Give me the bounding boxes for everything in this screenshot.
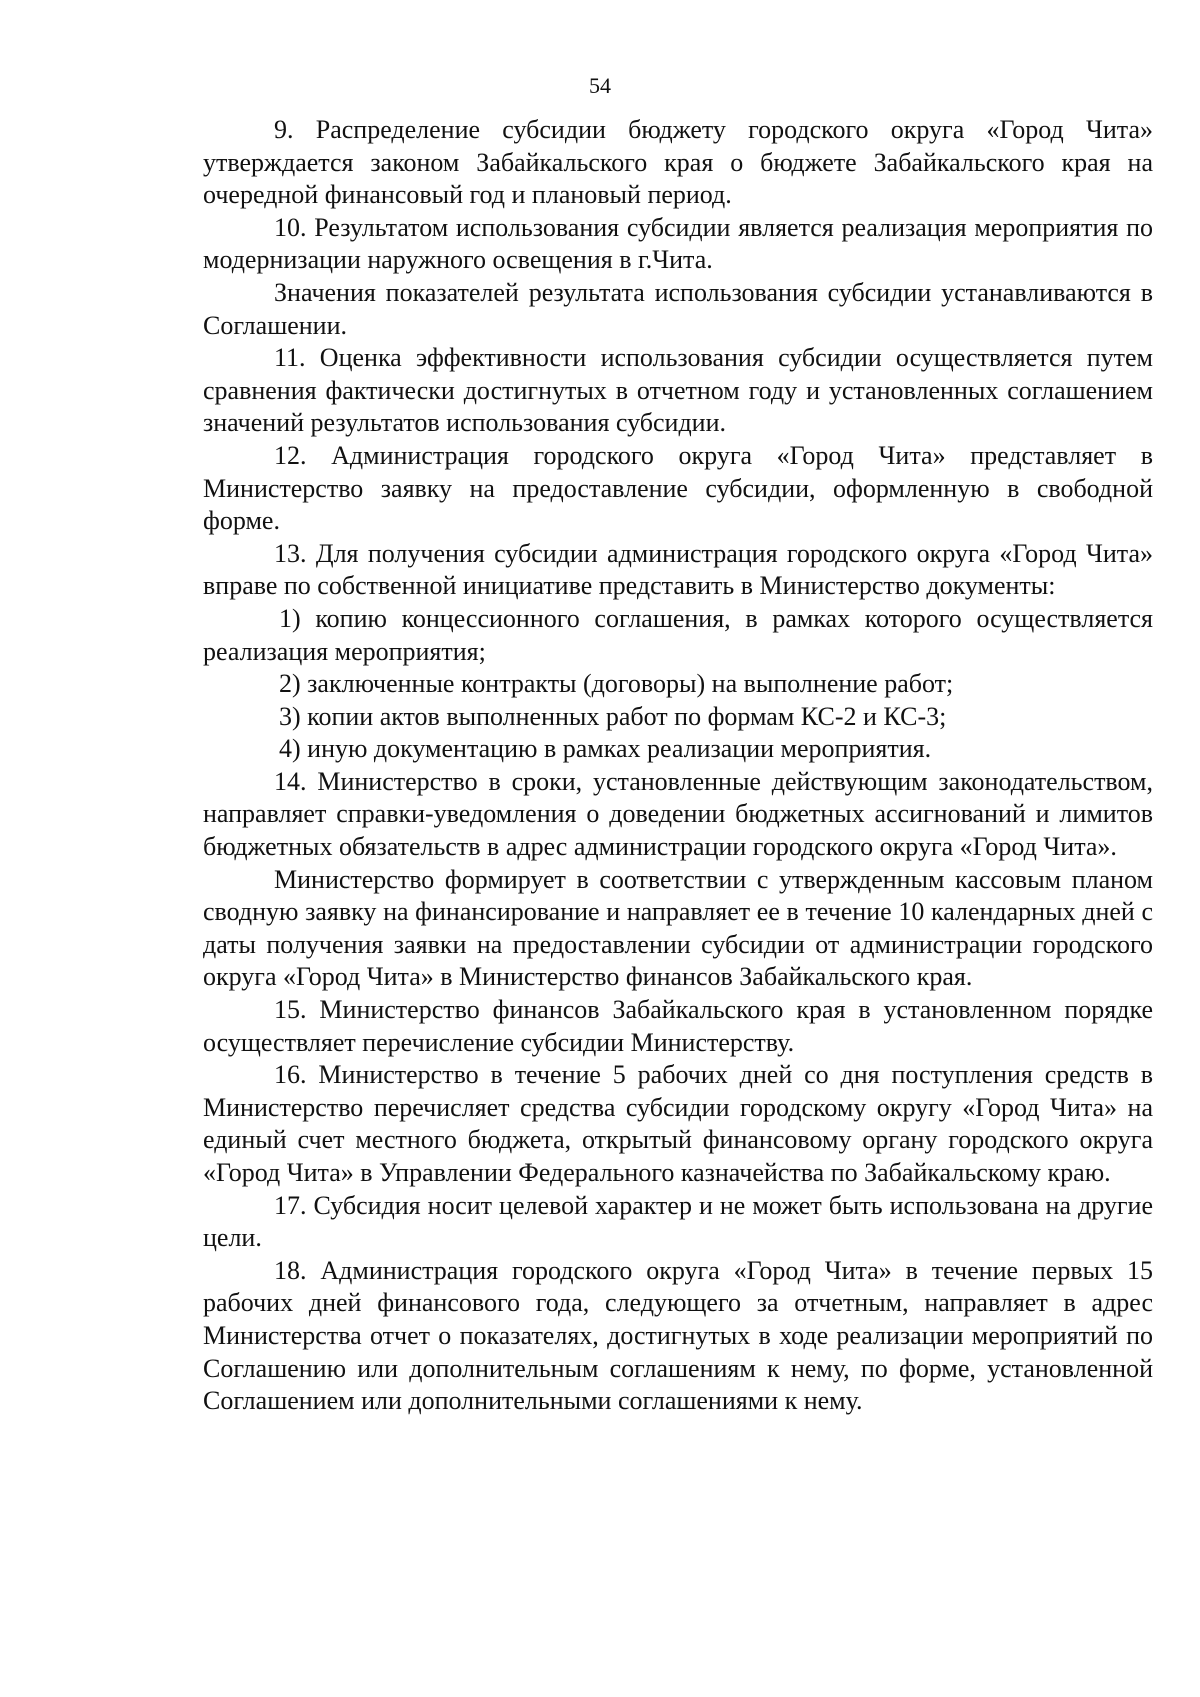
paragraph-18: 18. Администрация городского округа «Город Чита» в течение первых 15 рабочих дней финансового года, следующего за отчетным, направляет в адрес Министерства отчет о показателях, достигнутых в ходе реализации мероприятий по Соглашению или дополнительным соглашениям к нему, по форме, установленной Соглашением или дополнительными соглашениями к нему. [203,1255,1153,1416]
list-item-4: 4) иную документацию в рамках реализации мероприятия. [279,734,932,764]
list-item-3: 3) копии актов выполненных работ по формам КС-2 и КС-3; [279,701,947,731]
paragraph-11: 11. Оценка эффективности использования субсидии осуществляется путем сравнения фактически достигнутых в отчетном году и установленных соглашением значений результатов использования субсидии. [203,343,1153,438]
paragraph-14-continued: Министерство формирует в соответствии с утвержденным кассовым планом сводную заявку на финансирование и направляет ее в течение 10 календарных дней с даты получения заявки на предоставлении субсидии от администрации городского округа «Город Чита» в Министерство финансов Забайкальского края. [203,864,1153,992]
paragraph-16: 16. Министерство в течение 5 рабочих дней со дня поступления средств в Министерство перечисляет средства субсидии городскому округу «Город Чита» на единый счет местного бюджета, открытый финансовому органу городского округа «Город Чита» в Управлении Федерального казначейства по Забайкальскому краю. [203,1060,1153,1187]
list-item-2: 2) заключенные контракты (договоры) на выполнение работ; [279,669,954,699]
paragraph-10: 10. Результатом использования субсидии является реализация мероприятия по модернизации наружного освещения в г.Чита. [203,212,1153,275]
paragraph-14: 14. Министерство в сроки, установленные действующим законодательством, направляет справки-уведомления о доведении бюджетных ассигнований и лимитов бюджетных обязательств в адрес администрации городского округа «Город Чита». [203,766,1153,862]
paragraph-17: 17. Субсидия носит целевой характер и не может быть использована на другие цели. [203,1190,1153,1253]
page-number: 54 [589,73,611,98]
document-body [203,114,1153,1418]
paragraph-15: 15. Министерство финансов Забайкальского края в установленном порядке осуществляет перечисление субсидии Министерству. [203,995,1153,1057]
paragraph-13: 13. Для получения субсидии администрация городского округа «Город Чита» вправе по собственной инициативе представить в Министерство документы: [203,538,1153,601]
paragraph-9: 9. Распределение субсидии бюджету городского округа «Город Чита» утверждается законом Забайкальского края о бюджете Забайкальского края на очередной финансовый год и плановый период. [203,115,1153,210]
paragraph-12: 12. Администрация городского округа «Город Чита» представляет в Министерство заявку на предоставление субсидии, оформленную в свободной форме. [203,440,1153,536]
paragraph-10-values: Значения показателей результата использования субсидии устанавливаются в Соглашении. [203,277,1153,340]
list-item-1: 1) копию концессионного соглашения, в рамках которого осуществляется реализация мероприятия; [203,603,1153,666]
